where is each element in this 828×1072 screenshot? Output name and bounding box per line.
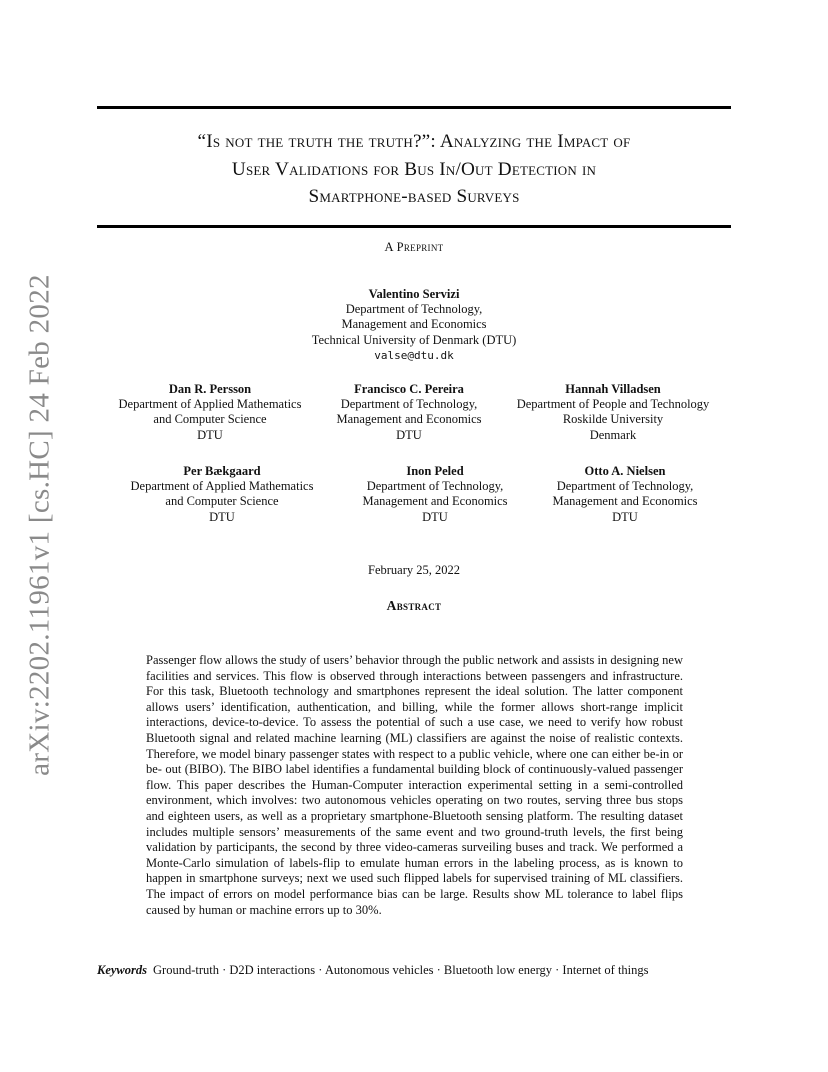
author-block [112, 464, 332, 525]
author-affiliation-line: Department of Applied Mathematics [118, 397, 302, 412]
author-name: Valentino Servizi [368, 287, 460, 301]
author-block [324, 382, 494, 443]
author-affiliation-line: Department of Technology, [556, 479, 694, 494]
author-affiliation-line: Management and Economics [341, 317, 487, 332]
author-affiliation-line: Management and Economics [336, 412, 482, 427]
author-name: Per Bækgaard [183, 464, 261, 478]
author-block [100, 382, 320, 443]
author-affiliation-line: Management and Economics [552, 494, 698, 509]
arxiv-sidebar-stamp [16, 274, 64, 776]
author-affiliation-line: DTU [612, 509, 638, 524]
author-affiliation-line: DTU [197, 427, 223, 442]
keywords-line [97, 963, 731, 978]
abstract-heading: Abstract [386, 598, 442, 613]
title-bottom-rule [97, 225, 731, 228]
author-affiliation-line: Department of Technology, [340, 397, 478, 412]
author-name: Francisco C. Pereira [354, 382, 464, 396]
preprint-label: A Preprint [384, 240, 444, 254]
author-name: Hannah Villadsen [565, 382, 661, 396]
author-block [540, 464, 710, 525]
title-line: “Is not the truth the truth?”: Analyzing the Impact of [197, 131, 631, 152]
arxiv-identifier: arXiv:2202.11961v1 [cs.HC] 24 Feb 2022 [23, 274, 56, 776]
author-affiliation-line: and Computer Science [165, 494, 279, 509]
keywords-list: Ground-truth · D2D interactions · Autonomous vehicles · Bluetooth low energy · Internet of things [153, 963, 649, 977]
author-affiliation-line: Department of Technology, [366, 479, 504, 494]
lead-author-block [264, 287, 564, 363]
author-block [501, 382, 725, 443]
author-affiliation-line: Department of Applied Mathematics [130, 479, 314, 494]
author-name: Dan R. Persson [168, 382, 252, 396]
author-name: Inon Peled [406, 464, 464, 478]
publication-date: February 25, 2022 [368, 563, 460, 577]
paper-title [97, 128, 731, 211]
author-affiliation-line: DTU [422, 509, 448, 524]
author-name: Otto A. Nielsen [584, 464, 666, 478]
author-affiliation-line: Technical University of Denmark (DTU) [311, 332, 517, 347]
author-affiliation-line: Roskilde University [562, 412, 664, 427]
title-line: Smartphone-based Surveys [308, 186, 520, 207]
author-affiliation-line: DTU [396, 427, 422, 442]
author-affiliation-line: Department of Technology, [345, 302, 483, 317]
abstract-body: Passenger flow allows the study of users’ behavior through the public network and assists in designing new facilities and services. This flow is observed through interactions between passengers and infrastructure. For this task, Bluetooth technology and smartphones represent the ideal solution. The latter component allows users’ identification, authentication, and billing, while the former allows short-range implicit interactions, device-to-device. To assess the potential of such a use case, we need to verify how robust Bluetooth signal and related machine learning (ML) classifiers are against the noise of realistic contexts. Therefore, we model binary passenger states with respect to a public vehicle, where one can either be-in or be- out (BIBO). The BIBO label identifies a fundamental building block of continuously-valued passenger flow. This paper describes the Human-Computer interaction experimental setting in a semi-controlled environment, which involves: two autonomous vehicles operating on two routes, serving three bus stops and eighteen users, as well as a proprietary smartphone-Bluetooth sensing platform. The resulting dataset includes multiple sensors’ measurements of the same event and two ground-truth levels, the first being validation by participants, the second by three video-cameras surveiling buses and track. We performed a Monte-Carlo simulation of labels-flip to emulate human errors in the labeling process, as is known to happen in smartphone surveys; next we used such flipped labels for supervised training of ML classifiers. The impact of errors on model performance bias can be large. Results show ML tolerance to label flips caused by human or machine errors up to 30%. [146, 653, 683, 917]
author-affiliation-line: and Computer Science [153, 412, 267, 427]
title-top-rule [97, 106, 731, 109]
author-affiliation-line: Management and Economics [362, 494, 508, 509]
title-line: User Validations for Bus In/Out Detection in [231, 158, 597, 180]
author-block [350, 464, 520, 525]
author-affiliation-line: Department of People and Technology [516, 397, 710, 412]
author-affiliation-line: Denmark [589, 427, 637, 442]
keywords-label: Keywords [97, 963, 147, 977]
author-affiliation-line: DTU [209, 509, 235, 524]
author-email: valse@dtu.dk [374, 348, 454, 362]
